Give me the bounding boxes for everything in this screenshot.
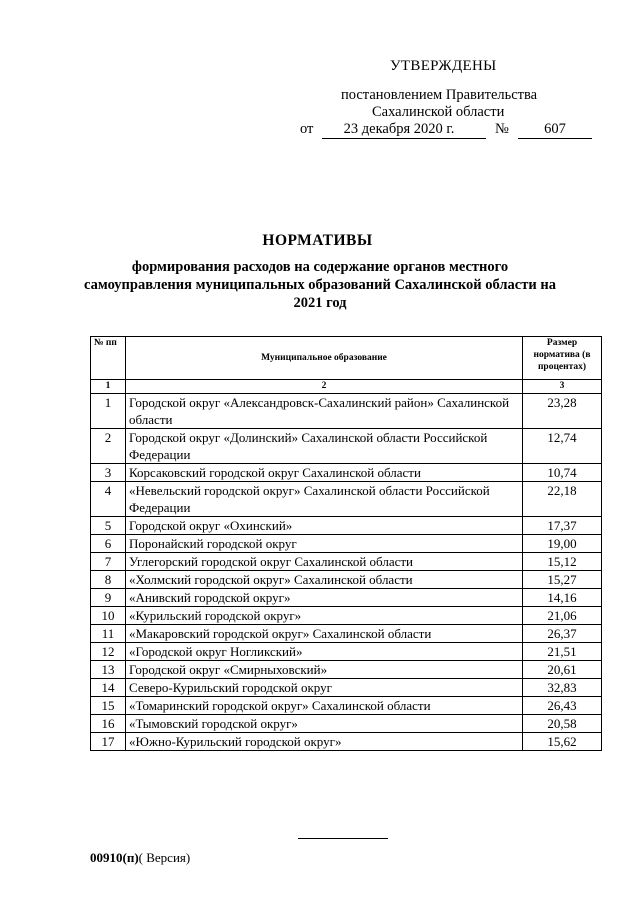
table-row bbox=[91, 589, 602, 607]
row-number: 6 bbox=[91, 535, 126, 553]
row-number: 7 bbox=[91, 553, 126, 571]
header-size: Размер норматива (в процентах) bbox=[523, 337, 602, 380]
row-value: 22,18 bbox=[523, 482, 602, 517]
approval-date: 23 декабря 2020 г. bbox=[322, 121, 486, 139]
table-header-row bbox=[91, 337, 602, 380]
row-value: 15,12 bbox=[523, 553, 602, 571]
document-subtitle: формирования расходов на содержание органов местного самоуправления муниципальных образований Сахалинской области на 2021 год bbox=[84, 259, 556, 311]
row-number: 13 bbox=[91, 661, 126, 679]
table-row bbox=[91, 679, 602, 697]
row-municipality: «Курильский городской округ» bbox=[126, 607, 523, 625]
row-number: 14 bbox=[91, 679, 126, 697]
table-row bbox=[91, 661, 602, 679]
document-code bbox=[90, 850, 190, 866]
row-value: 14,16 bbox=[523, 589, 602, 607]
table-row bbox=[91, 517, 602, 535]
row-number: 8 bbox=[91, 571, 126, 589]
row-municipality: «Южно-Курильский городской округ» bbox=[126, 733, 523, 751]
row-number: 2 bbox=[91, 429, 126, 464]
row-value: 21,06 bbox=[523, 607, 602, 625]
approval-number: 607 bbox=[518, 121, 592, 139]
row-number: 11 bbox=[91, 625, 126, 643]
table-row bbox=[91, 715, 602, 733]
row-value: 26,37 bbox=[523, 625, 602, 643]
row-municipality: «Тымовский городской округ» bbox=[126, 715, 523, 733]
index-cell: 3 bbox=[523, 380, 602, 394]
document-code-number: 00910(п) bbox=[90, 850, 139, 865]
approval-line-1: постановлением Правительства bbox=[341, 87, 538, 103]
table-row bbox=[91, 553, 602, 571]
row-number: 16 bbox=[91, 715, 126, 733]
row-municipality: Корсаковский городской округ Сахалинской области bbox=[126, 464, 523, 482]
row-number: 9 bbox=[91, 589, 126, 607]
table-row bbox=[91, 394, 602, 429]
row-value: 19,00 bbox=[523, 535, 602, 553]
signature-divider bbox=[298, 838, 388, 839]
row-municipality: Поронайский городской округ bbox=[126, 535, 523, 553]
row-value: 17,37 bbox=[523, 517, 602, 535]
row-municipality: Городской округ «Смирныховский» bbox=[126, 661, 523, 679]
row-municipality: Углегорский городской округ Сахалинской области bbox=[126, 553, 523, 571]
index-cell: 1 bbox=[91, 380, 126, 394]
row-municipality: «Макаровский городской округ» Сахалинской области bbox=[126, 625, 523, 643]
row-municipality: «Невельский городской округ» Сахалинской области Российской Федерации bbox=[126, 482, 523, 517]
row-number: 1 bbox=[91, 394, 126, 429]
table-index-row bbox=[91, 380, 602, 394]
table-row bbox=[91, 482, 602, 517]
row-number: 12 bbox=[91, 643, 126, 661]
table-row bbox=[91, 607, 602, 625]
table-row bbox=[91, 697, 602, 715]
table-row bbox=[91, 464, 602, 482]
table-row bbox=[91, 733, 602, 751]
table-body bbox=[91, 394, 602, 751]
row-number: 10 bbox=[91, 607, 126, 625]
row-value: 32,83 bbox=[523, 679, 602, 697]
row-municipality: Городской округ «Долинский» Сахалинской области Российской Федерации bbox=[126, 429, 523, 464]
row-municipality: «Городской округ Ногликский» bbox=[126, 643, 523, 661]
table-row bbox=[91, 429, 602, 464]
table-row bbox=[91, 625, 602, 643]
approval-date-row bbox=[300, 121, 600, 141]
row-number: 17 bbox=[91, 733, 126, 751]
table-row bbox=[91, 535, 602, 553]
row-value: 23,28 bbox=[523, 394, 602, 429]
table-row bbox=[91, 571, 602, 589]
row-number: 15 bbox=[91, 697, 126, 715]
row-number: 3 bbox=[91, 464, 126, 482]
row-value: 26,43 bbox=[523, 697, 602, 715]
row-value: 10,74 bbox=[523, 464, 602, 482]
approval-title: УТВЕРЖДЕНЫ bbox=[390, 58, 497, 74]
number-prefix: № bbox=[495, 121, 509, 137]
row-value: 15,27 bbox=[523, 571, 602, 589]
row-value: 20,61 bbox=[523, 661, 602, 679]
row-municipality: Городской округ «Охинский» bbox=[126, 517, 523, 535]
header-municipality: Муниципальное образование bbox=[126, 337, 523, 380]
approval-line-2: Сахалинской области bbox=[372, 104, 505, 120]
row-number: 5 bbox=[91, 517, 126, 535]
row-municipality: Городской округ «Александровск-Сахалинский район» Сахалинской области bbox=[126, 394, 523, 429]
document-title: НОРМАТИВЫ bbox=[262, 232, 373, 249]
date-prefix: от bbox=[300, 121, 314, 137]
row-value: 20,58 bbox=[523, 715, 602, 733]
row-municipality: Северо-Курильский городской округ bbox=[126, 679, 523, 697]
index-cell: 2 bbox=[126, 380, 523, 394]
row-value: 12,74 bbox=[523, 429, 602, 464]
document-version: ( Версия) bbox=[138, 850, 191, 865]
row-municipality: «Анивский городской округ» bbox=[126, 589, 523, 607]
row-value: 15,62 bbox=[523, 733, 602, 751]
row-municipality: «Томаринский городской округ» Сахалинской области bbox=[126, 697, 523, 715]
norms-table bbox=[90, 336, 602, 751]
header-number: № пп bbox=[91, 337, 126, 380]
table-row bbox=[91, 643, 602, 661]
row-value: 21,51 bbox=[523, 643, 602, 661]
row-municipality: «Холмский городской округ» Сахалинской области bbox=[126, 571, 523, 589]
row-number: 4 bbox=[91, 482, 126, 517]
